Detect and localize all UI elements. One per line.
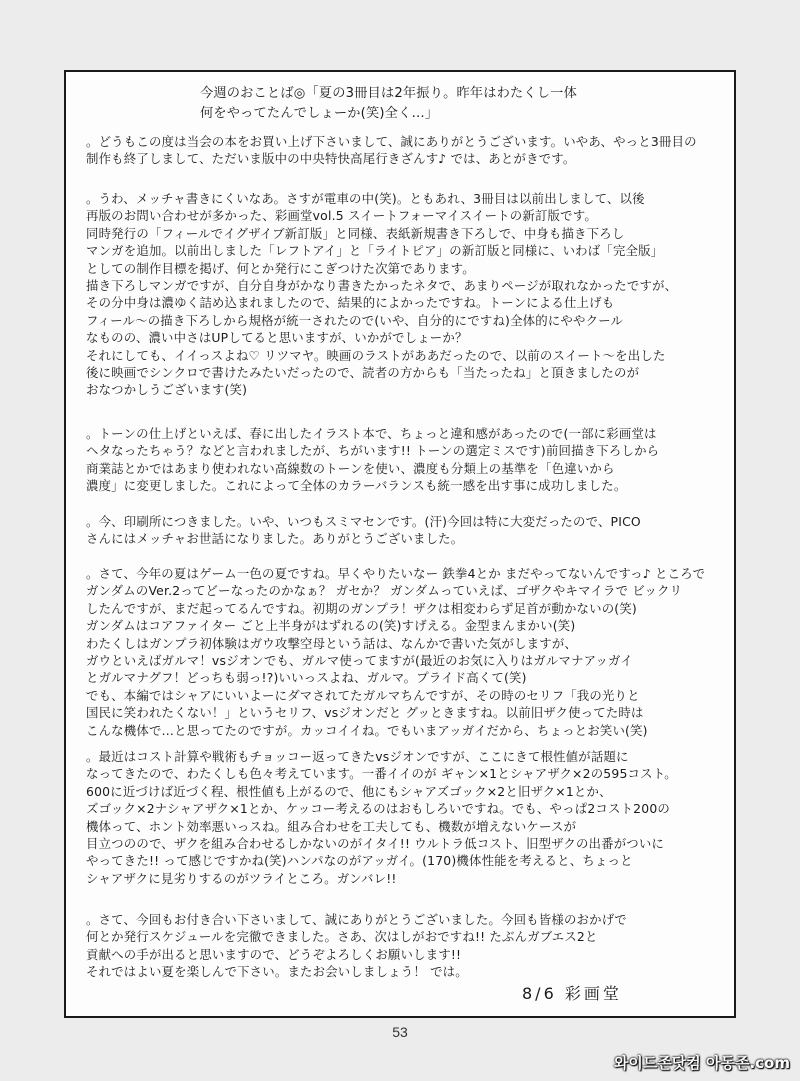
paragraph-tone-notes: 。トーンの仕上げといえば、春に出したイラスト本で、ちょっと違和感があったので(一部に彩画堂は ヘタなったちゃう？などと言われましたが、ちがいます!! トーンの選定ミスです)前回描き下ろしから 商業誌とかではあまり使われない高線数のトーンを使い、濃度も分類上の基準を「色違いから 濃度」に変更しました。これによって全体のカラーバランスも統一感を出す事に成功しました。: [86, 426, 660, 494]
signature: 8/6 彩画堂: [522, 984, 622, 1003]
paragraph-greeting: 。どうもこの度は当会の本をお買い上げ下さいまして、誠にありがとうございます。いやあ、やっと3冊目の 制作も終了しまして、ただいま版中の中央特快高尾行きざんす♪ では、あとがきです。: [86, 134, 697, 167]
page-number: 53: [392, 1024, 408, 1040]
paragraph-games: 。さて、今年の夏はゲーム一色の夏ですね。早くやりたいなー 鉄拳4とか まだやってないんですっ♪ ところで ガンダムのVer.2ってどーなったのかなぁ？ ガセか？ ガンダムっていえば、ゴザクやキマイラで ビックリ したんですが、まだ起ってるんですね。初期のガンプラ！ザクは相変わらず足首が動かないの(笑) ガンダムはコアファイター ごと上半身がはずれるの(笑)すげえる。金型まんまかい(笑) わたくしはガンプラ初体験はガウ攻撃空母という話は、なんかで書いた気がしますが、 ガウといえばガルマ！vsジオンでも、ガルマ使ってますが(最近のお気に入りはガルマナアッガイ とガルマナグフ！どっちも弱っ!?)いいっスよね、ガルマ。プライド高くて(笑) でも、本編ではシャアにいいよーにダマされてたガルマちんですが、その時のセリフ「我の光りと 国民に笑われたくない！」というセリフ、vsジオンだと グッときますね。以前旧ザク使ってた時は こんな機体で…と思ってたのですが。カッコイイね。でもいまアッガイだから、ちょっとお笑い(笑): [86, 566, 706, 738]
page-title: 今週のおことば◎「夏の3冊目は2年振り。昨年はわたくし一体 何をやってたんでしょーか(笑)全く…」: [200, 86, 577, 121]
paragraph-printer-thanks: 。今、印刷所につきました。いや、いつもスミマセンです。(汗)今回は特に大変だったので、PICO さんにはメッチャお世話になりました。ありがとうございました。: [86, 514, 641, 547]
watermark-text: 와이드존닷컴 아동존.com: [613, 1054, 790, 1072]
paragraph-closing: 。さて、今回もお付き合い下さいまして、誠にありがとうございました。今回も皆様のおかげで 何とか発行スケジュールを完徹できました。さあ、次はしがおですね!! たぶんガブエス2と 貢献への手が出ると思いますので、どうぞよろしくお願いします!! それではよい夏を楽しんで下さい。またお会いしましょう！ では。: [86, 912, 627, 980]
paragraph-cost-strategy: 。最近はコスト計算や戦術もチョッコー返ってきたvsジオンですが、ここにきて根性値が話題に なってきたので、わたくしも色々考えています。一番イイのが ギャン×1とシャアザク×2の595コスト。 600に近づけば近づく程、根性値も上がるので、他にもシャアズゴック×2と旧ザク×1とか、 ズゴック×2ナシャアザク×1とか、ケッコー考えるのはおもしろいですね。でも、やっぱ2コスト200の 機体って、ホント効率悪いっスね。組み合わせを工夫しても、機数が増えないケースが 目立つのので、ザクを組み合わせるしかないのがイタイ!! ウルトラ低コスト、旧型ザクの出番がついに やってきた!! って感じですかね(笑)ハンパなのがアッガイ。(170)機体性能を考えると、ちょっと シャアザクに見劣りするのがツライところ。ガンバレ!!: [86, 749, 677, 886]
paragraph-reprint-notes: 。うわ、メッチャ書きにくいなあ。さすが電車の中(笑)。ともあれ、3冊目は以前出しまして、以後 再版のお問い合わせが多かった、彩画堂vol.5 スイートフォーマイスイートの新訂版です。 同時発行の「フィールでイグザイブ新訂版」と同様、表紙新規書き下ろしで、中身も描き下ろし マンガを追加。以前出しました「レフトアイ」と「ライトピア」の新訂版と同様に、いわば「完全版」 としての制作目標を掲げ、何とか発行にこぎつけた次第であります。 描き下ろしマンガですが、自分自身がかなり書きたかったネタで、あまりページが取れなかったですが、 その分中身は濃ゆく詰め込まれましたので、結果的によかったですね。トーンによる仕上げも フィール～の描き下ろしから規格が統一されたので(いや、自分的にですね)全体的にややクール なものの、濃い中さはUPしてると思いますが、いかがでしょーか？ それにしても、イイっスよね♡ リツマヤ。映画のラストがああだったので、以前のスイート～を出した 後に映画でシンクロで書けたみたいだったので、読者の方からも「当たったね」と頂きましたのが おなつかしうございます(笑): [86, 191, 678, 398]
